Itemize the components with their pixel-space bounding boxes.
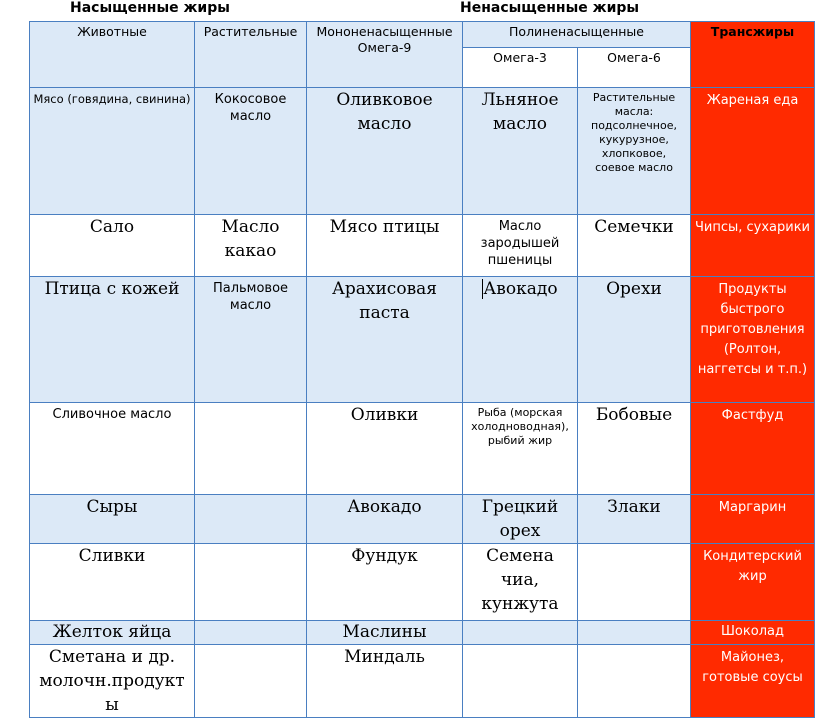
col-header-poly: Полиненасыщенные [463,22,691,48]
table-row [30,215,815,277]
cell-trans: Продукты быстрого приготовления (Ролтон, наггетсы и т.п.) [691,277,815,403]
cell-trans: Чипсы, сухарики [691,215,815,277]
cell-mono: Арахисовая паста [307,277,463,403]
cell-animal: Птица с кожей [30,277,195,403]
table-row [30,495,815,544]
cell-omega6 [578,621,691,645]
cell-mono: Оливковое масло [307,88,463,215]
cell-mono: Авокадо [307,495,463,544]
cell-omega6: Злаки [578,495,691,544]
cell-omega3 [463,277,578,403]
table-row [30,277,815,403]
table-row [30,403,815,495]
cell-animal: Желток яйца [30,621,195,645]
cell-mono: Мясо птицы [307,215,463,277]
cell-animal: Сало [30,215,195,277]
cell-plant: Кокосовое масло [195,88,307,215]
col-header-plant: Растительные [195,22,307,88]
cell-trans: Жареная еда [691,88,815,215]
cell-mono: Фундук [307,544,463,621]
col-header-trans: Трансжиры [691,22,815,88]
fats-table [29,21,815,718]
col-header-omega3: Омега-3 [463,48,578,88]
cell-omega6: Орехи [578,277,691,403]
cell-plant: Масло какао [195,215,307,277]
cell-plant: Пальмовое масло [195,277,307,403]
cell-plant [195,403,307,495]
cell-trans: Маргарин [691,495,815,544]
cell-omega6: Семечки [578,215,691,277]
cell-animal: Сливочное масло [30,403,195,495]
cell-plant [195,544,307,621]
cell-omega3-text: Авокадо [483,279,558,299]
col-header-mono: Мононенасыщенные Омега-9 [307,22,463,88]
table-headings [0,0,816,20]
cell-omega6 [578,544,691,621]
cell-plant [195,645,307,718]
table-row [30,88,815,215]
cell-animal: Сливки [30,544,195,621]
cell-omega3 [463,645,578,718]
cell-omega6: Растительные масла: подсолнечное, кукурузное, хлопковое, соевое масло [578,88,691,215]
cell-mono: Оливки [307,403,463,495]
cell-trans: Шоколад [691,621,815,645]
cell-plant [195,621,307,645]
cell-mono: Маслины [307,621,463,645]
cell-omega3: Льняное масло [463,88,578,215]
table-row [30,544,815,621]
cell-omega6: Бобовые [578,403,691,495]
table-row [30,621,815,645]
cell-mono: Миндаль [307,645,463,718]
cell-omega3: Грецкий орех [463,495,578,544]
cell-animal: Сметана и др. молочн.продукты [30,645,195,718]
cell-animal: Мясо (говядина, свинина) [30,88,195,215]
table-row [30,645,815,718]
cell-omega3: Рыба (морская холодноводная), рыбий жир [463,403,578,495]
cell-omega3: Семена чиа, кунжута [463,544,578,621]
cell-plant [195,495,307,544]
cell-omega3: Масло зародышей пшеницы [463,215,578,277]
cell-omega3 [463,621,578,645]
unsaturated-heading: Ненасыщенные жиры [460,0,640,16]
cell-trans: Майонез, готовые соусы [691,645,815,718]
cell-animal: Сыры [30,495,195,544]
saturated-heading: Насыщенные жиры [70,0,230,16]
cell-omega6 [578,645,691,718]
col-header-animal: Животные [30,22,195,88]
cell-trans: Кондитерский жир [691,544,815,621]
cell-trans: Фастфуд [691,403,815,495]
col-header-omega6: Омега-6 [578,48,691,88]
